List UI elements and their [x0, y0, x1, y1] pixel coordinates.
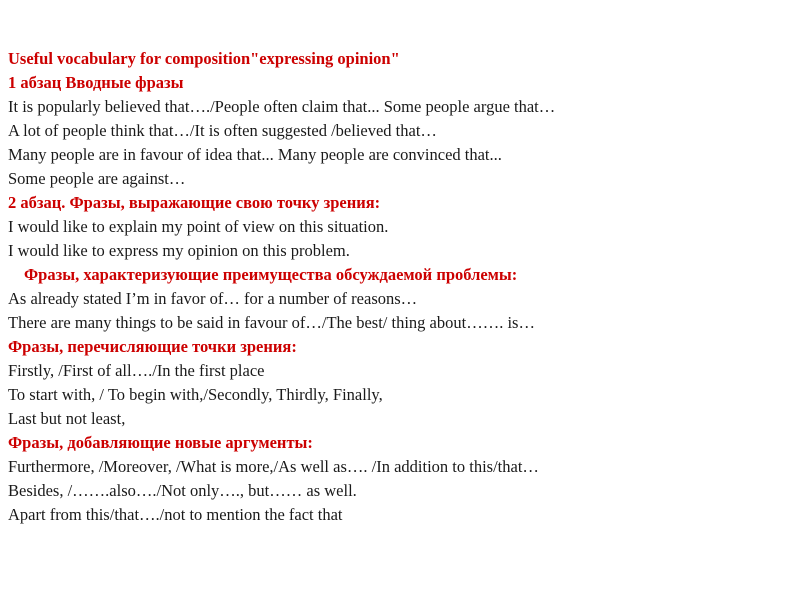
section-heading: 1 абзац Вводные фразы [8, 73, 184, 92]
vocabulary-line: I would like to explain my point of view on this situation. [8, 217, 389, 236]
vocabulary-line: A lot of people think that…/It is often suggested /believed that… [8, 121, 437, 140]
section-heading: Фразы, перечисляющие точки зрения: [8, 337, 297, 356]
vocabulary-list [8, 71, 792, 527]
vocabulary-line: Besides, /…….also…./Not only…., but…… as well. [8, 481, 357, 500]
vocabulary-line: It is popularly believed that…./People often claim that... Some people argue that… [8, 97, 556, 116]
vocabulary-line: To start with, / To begin with,/Secondly, Thirdly, Finally, [8, 385, 383, 404]
vocabulary-line: There are many things to be said in favour of…/The best/ thing about……. is… [8, 313, 535, 332]
vocabulary-line: Firstly, /First of all…./In the first place [8, 361, 265, 380]
section-heading: Фразы, добавляющие новые аргументы: [8, 433, 313, 452]
slide-content [8, 47, 792, 527]
vocabulary-line: I would like to express my opinion on this problem. [8, 241, 350, 260]
vocabulary-line: Furthermore, /Moreover, /What is more,/As well as…. /In addition to this/that… [8, 457, 539, 476]
vocabulary-line: Apart from this/that…./not to mention the fact that [8, 505, 343, 524]
vocabulary-line: Last but not least, [8, 409, 126, 428]
section-heading: Фразы, характеризующие преимущества обсуждаемой проблемы: [24, 265, 518, 284]
vocabulary-line: As already stated I’m in favor of… for a number of reasons… [8, 289, 418, 308]
vocabulary-line: Some people are against… [8, 169, 186, 188]
section-heading: 2 абзац. Фразы, выражающие свою точку зрения: [8, 193, 381, 212]
vocabulary-line: Many people are in favour of idea that... Many people are convinced that... [8, 145, 502, 164]
slide-title: Useful vocabulary for composition"expressing opinion" [8, 49, 400, 68]
